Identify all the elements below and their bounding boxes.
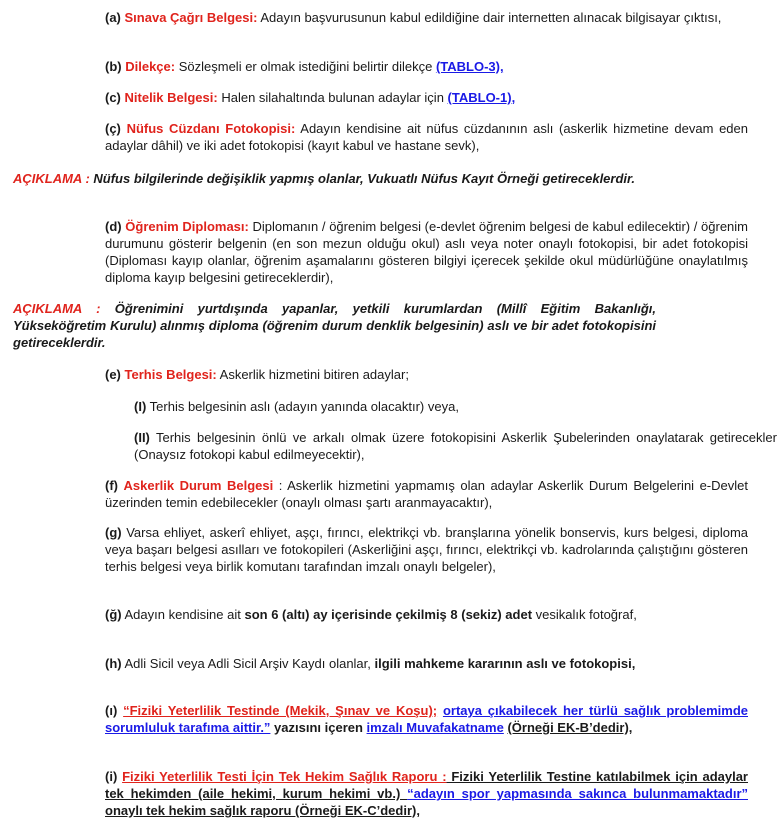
tablo-1-link[interactable]: (TABLO-1), [447, 90, 516, 105]
item-e: (e) Terhis Belgesi: Askerlik hizmetini bitiren adaylar; [105, 367, 409, 382]
item-b: (b) Dilekçe: Sözleşmeli er olmak istediğini belirtir dilekçe (TABLO-3), [105, 59, 504, 74]
item-e1: (I) Terhis belgesinin aslı (adayın yanında olacaktır) veya, [134, 399, 459, 414]
item-e2: (II) Terhis belgesinin önlü ve arkalı olmak üzere fotokopisini Askerlik Şubelerinden onaylatarak getirecekler (Onaysız fotokopi kabul edilmeyecektir), [134, 430, 777, 462]
item-gg: (ğ) Adayın kendisine ait son 6 (altı) ay içerisinde çekilmiş 8 (sekiz) adet vesikalık fotoğraf, [105, 607, 637, 622]
item-f: (f) Askerlik Durum Belgesi : Askerlik hizmetini yapmamış olan adaylar Askerlik Durum Belgelerini e-Devlet üzerinden temin edebilecekler (onaylı olması şartı aranmayacaktır), [105, 478, 748, 510]
item-i: (i) Fiziki Yeterlilik Testi İçin Tek Hekim Sağlık Raporu : Fiziki Yeterlilik Testine katılabilmek için adaylar tek hekimden (aile hekimi, kurum hekimi vb.) “adayın spor yapmasında sakınca bulunmamaktadır” onaylı tek hekim sağlık raporu (Örneği EK-C’dedir), [105, 769, 748, 818]
item-h: (h) Adli Sicil veya Adli Sicil Arşiv Kaydı olanlar, ilgili mahkeme kararının aslı ve fotokopisi, [105, 656, 636, 671]
note-2: AÇIKLAMA : Öğrenimini yurtdışında yapanlar, yetkili kurumlardan (Millî Eğitim Bakanlığı, Yükseköğretim Kurulu) alınmış diploma (öğrenim durum denklik belgesinin) aslı ve bir adet fotokopisini getireceklerdir. [13, 301, 657, 350]
item-a: (a) Sınava Çağrı Belgesi: Adayın başvurusunun kabul edildiğine dair internetten alınacak bilgisayar çıktısı, [105, 10, 722, 25]
note-1: AÇIKLAMA : Nüfus bilgilerinde değişiklik yapmış olanlar, Vukuatlı Nüfus Kayıt Örneği getireceklerdir. [13, 171, 635, 186]
item-d: (d) Öğrenim Diploması: Diplomanın / öğrenim belgesi (e-devlet öğrenim belgesi de kabul edilecektir) / öğrenim durumunu gösterir belgenin (en son mezun olduğu okul) aslı veya noter onaylı fotokopisi, bir adet fotokopisi (Diploması kayıp olanlar, öğrenim aşamalarını gösteren bilgiyi içerecek şekilde okul müdürlüğüne onaylatılmış diploma kayıp belgesini getireceklerdir), [105, 219, 748, 285]
item-g: (g) Varsa ehliyet, askerî ehliyet, aşçı, fırıncı, elektrikçi vb. branşlarına yönelik bonservis, kurs belgesi, diploma veya başarı belgesi asılları ve fotokopileri (Askerliğini aşçı, fırıncı, elektrikçi vb. kadrolarında çalıştığını gösteren terhis belgesi veya birlik komutanı tarafından imzalı onaylı belgeler), [105, 525, 748, 574]
tablo-3-link[interactable]: (TABLO-3), [435, 59, 504, 74]
item-c: (c) Nitelik Belgesi: Halen silahaltında bulunan adaylar için (TABLO-1), [105, 90, 516, 105]
item-cc: (ç) Nüfus Cüzdanı Fotokopisi: Adayın kendisine ait nüfus cüzdanının aslı (askerlik hizmetine devam eden adaylar dâhil) ve iki adet fotokopisi (kayıt kabul ve hastane sevk), [105, 121, 748, 153]
item-ii: (ı) “Fiziki Yeterlilik Testinde (Mekik, Şınav ve Koşu); ortaya çıkabilecek her türlü sağlık problemimde sorumluluk tarafıma aittir.” yazısını içeren imzalı Muvafakatname (Örneği EK-B’dedir), [105, 703, 748, 735]
